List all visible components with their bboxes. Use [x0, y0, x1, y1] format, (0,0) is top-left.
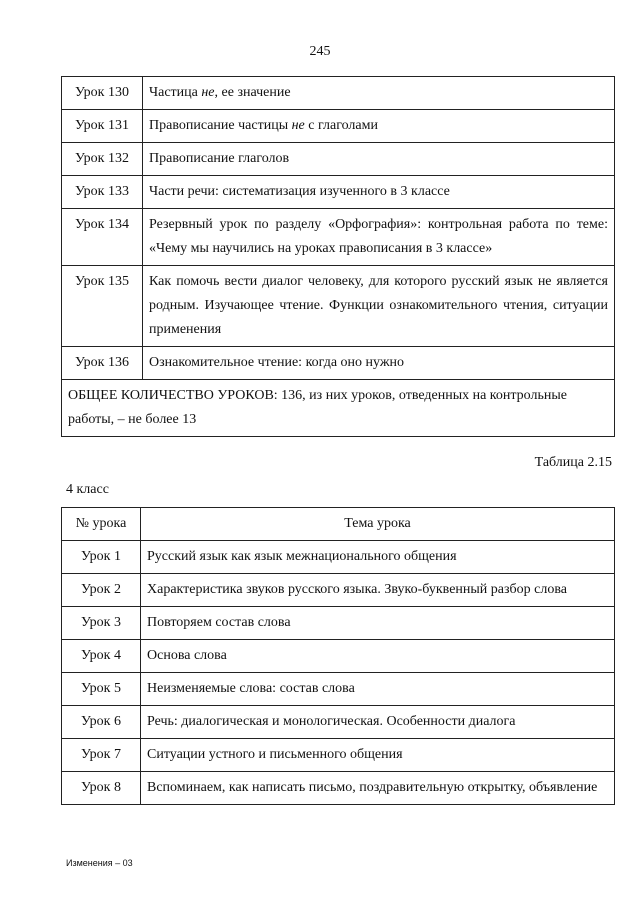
lesson-number: Урок 131 [62, 110, 143, 143]
lesson-topic: Основа слова [141, 640, 615, 673]
lessons-table-grade-3-end [61, 76, 615, 437]
lesson-topic [143, 77, 615, 110]
lesson-number: Урок 8 [62, 772, 141, 805]
lesson-topic: Ситуации устного и письменного общения [141, 739, 615, 772]
page-number: 245 [309, 44, 331, 59]
table-row [62, 77, 615, 110]
table-row [62, 739, 615, 772]
topic-text-part: с глаголами [304, 118, 378, 133]
lesson-number: Урок 132 [62, 143, 143, 176]
lesson-number: Урок 130 [62, 77, 143, 110]
table-row [62, 176, 615, 209]
lesson-number: Урок 134 [62, 209, 143, 266]
lesson-number: Урок 1 [62, 541, 141, 574]
lesson-topic: Характеристика звуков русского языка. Звуко-буквенный разбор слова [141, 574, 615, 607]
table-row [62, 772, 615, 805]
topic-italic-word: не [291, 118, 305, 133]
lesson-topic: Части речи: систематизация изученного в 3 классе [143, 176, 615, 209]
lesson-number: Урок 2 [62, 574, 141, 607]
lesson-number: Урок 5 [62, 673, 141, 706]
lesson-number: Урок 135 [62, 266, 143, 347]
lesson-topic: Русский язык как язык межнационального общения [141, 541, 615, 574]
total-row [62, 380, 615, 437]
table-header-row [62, 508, 615, 541]
lesson-topic [143, 110, 615, 143]
table-row [62, 143, 615, 176]
topic-text-part: , ее значение [214, 85, 291, 100]
lesson-topic: Правописание глаголов [143, 143, 615, 176]
table-row [62, 673, 615, 706]
table-row [62, 607, 615, 640]
lesson-topic: Как помочь вести диалог человеку, для которого русский язык не является родным. Изучающее чтение. Функции ознакомительного чтения, ситуации применения [143, 266, 615, 347]
total-lessons-note: ОБЩЕЕ КОЛИЧЕСТВО УРОКОВ: 136, из них уроков, отведенных на контрольные работы, – не более 13 [62, 380, 615, 437]
topic-italic-word: не [201, 85, 215, 100]
table-row [62, 110, 615, 143]
lesson-topic: Вспоминаем, как написать письмо, поздравительную открытку, объявление [141, 772, 615, 805]
table-row [62, 209, 615, 266]
table-row [62, 266, 615, 347]
lesson-topic: Речь: диалогическая и монологическая. Особенности диалога [141, 706, 615, 739]
table-row [62, 706, 615, 739]
lesson-number: Урок 136 [62, 347, 143, 380]
footer-revision-note: Изменения – 03 [66, 858, 133, 868]
lesson-topic: Повторяем состав слова [141, 607, 615, 640]
grade-heading: 4 класс [66, 482, 109, 497]
lesson-topic: Ознакомительное чтение: когда оно нужно [143, 347, 615, 380]
lessons-table-grade-4 [61, 507, 615, 805]
lesson-topic: Резервный урок по разделу «Орфография»: контрольная работа по теме: «Чему мы научились на уроках правописания в 3 классе» [143, 209, 615, 266]
table-row [62, 574, 615, 607]
lesson-number: Урок 3 [62, 607, 141, 640]
column-header-lesson-topic: Тема урока [141, 508, 615, 541]
column-header-lesson-number: № урока [62, 508, 141, 541]
lesson-number: Урок 4 [62, 640, 141, 673]
table-row [62, 640, 615, 673]
lesson-number: Урок 6 [62, 706, 141, 739]
lesson-topic: Неизменяемые слова: состав слова [141, 673, 615, 706]
table-row [62, 541, 615, 574]
topic-text-part: Правописание частицы [149, 118, 292, 133]
lesson-number: Урок 133 [62, 176, 143, 209]
lesson-number: Урок 7 [62, 739, 141, 772]
table-row [62, 347, 615, 380]
topic-text-part: Частица [149, 85, 202, 100]
table-caption: Таблица 2.15 [534, 455, 612, 470]
